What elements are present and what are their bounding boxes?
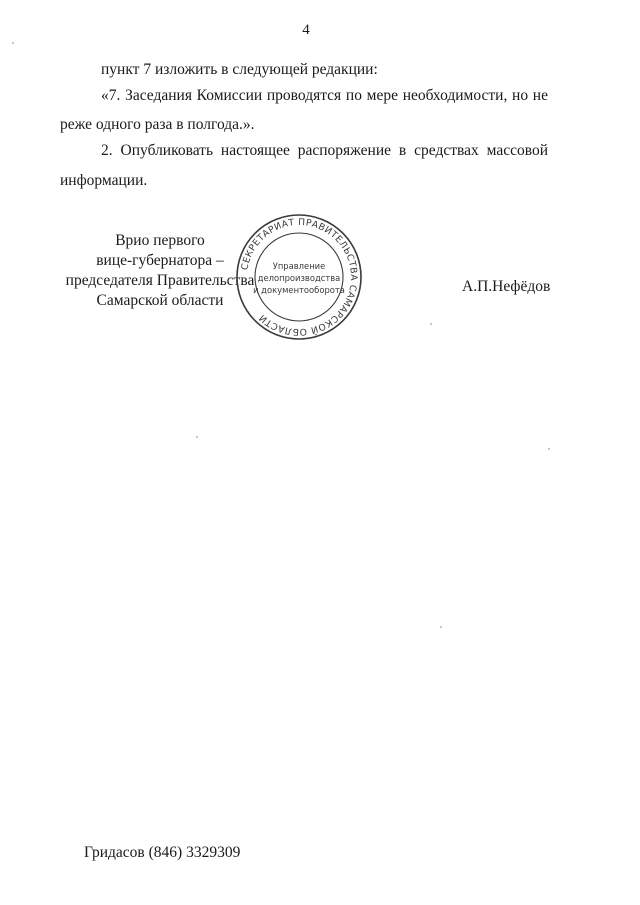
signatory-position <box>60 231 260 311</box>
stamp-outer-text: СЕКРЕТАРИАТ ПРАВИТЕЛЬСТВА САМАРСКОЙ ОБЛАСТИ <box>239 216 360 338</box>
paragraph-publish-line2: информации. <box>60 172 148 189</box>
scan-speck <box>12 42 14 44</box>
position-line: Врио первого <box>115 232 205 249</box>
position-line: председателя Правительства <box>65 272 255 289</box>
scan-speck <box>196 436 198 438</box>
stamp-inner-line: Управление <box>272 261 326 271</box>
paragraph-quote-line2: реже одного раза в полгода.». <box>60 116 255 133</box>
scan-speck <box>548 448 550 450</box>
stamp-inner-line: и документооборота <box>253 285 345 295</box>
official-stamp <box>236 211 362 343</box>
paragraph-intro: пункт 7 изложить в следующей редакции: <box>101 61 378 78</box>
position-line: Самарской области <box>96 292 224 309</box>
page-number: 4 <box>302 22 310 38</box>
stamp-inner-line: делопроизводства <box>257 273 341 283</box>
paragraph-publish-line1: 2. Опубликовать настоящее распоряжение в средствах массовой <box>101 142 548 159</box>
scan-speck <box>430 323 432 325</box>
signer-name: А.П.Нефёдов <box>462 278 551 295</box>
paragraph-quote-line1: «7. Заседания Комиссии проводятся по мере необходимости, но не <box>101 87 548 104</box>
position-line: вице-губернатора – <box>96 252 224 269</box>
scan-speck <box>440 626 442 628</box>
executor-contact: Гридасов (846) 3329309 <box>84 844 241 861</box>
